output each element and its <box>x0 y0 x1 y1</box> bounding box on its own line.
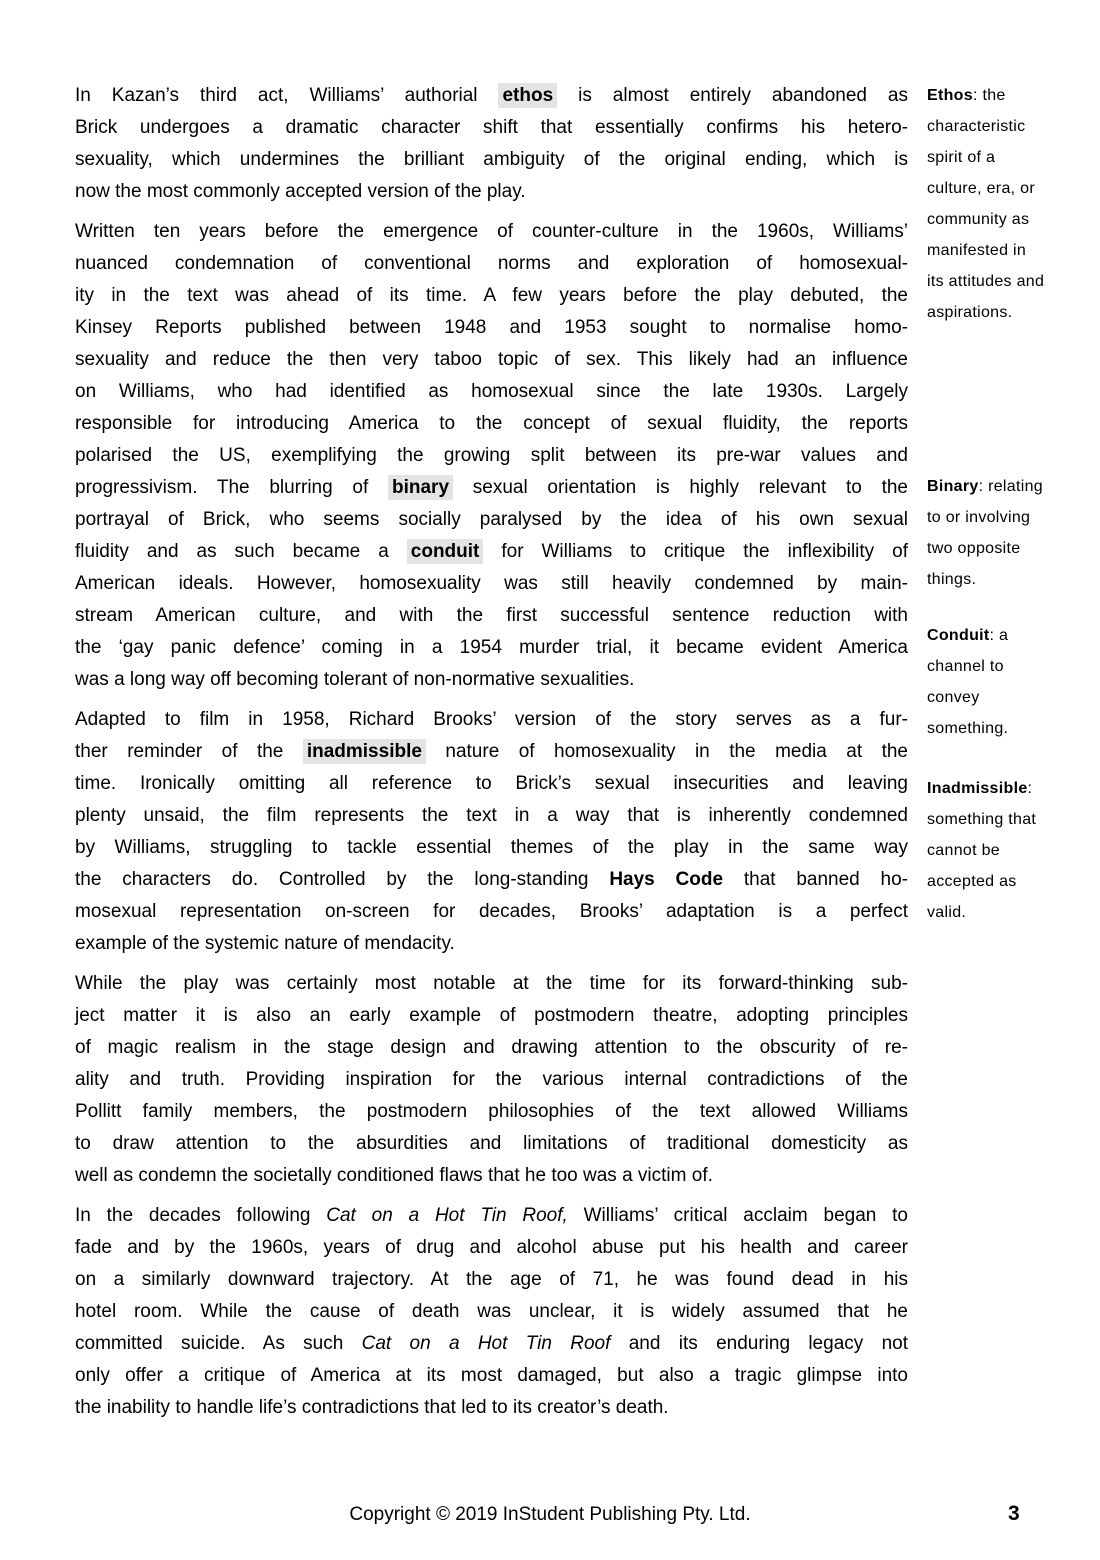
text-line: In Kazan’s third act, Williams’ authorial ethos is almost entirely abandoned as <box>75 85 909 106</box>
note-line: something. <box>927 720 1009 737</box>
text-line: the ‘gay panic defence’ coming in a 1954 murder trial, it became evident America <box>75 637 908 658</box>
text-line: sexuality and reduce the then very taboo topic of sex. This likely had an influence <box>75 349 908 370</box>
text-line: sexuality, which undermines the brilliant ambiguity of the original ending, which is <box>75 149 908 170</box>
note-line: convey <box>927 689 980 706</box>
note-line: culture, era, or <box>927 180 1035 197</box>
text-line: stream American culture, and with the first successful sentence reduction with <box>75 605 908 626</box>
note-line: cannot be <box>927 842 1000 859</box>
text-line: of magic realism in the stage design and drawing attention to the obscurity of re- <box>75 1037 908 1058</box>
note-line: Ethos: the <box>927 87 1006 104</box>
note-line: valid. <box>927 904 967 921</box>
italic-title: Cat on a Hot Tin Roof, <box>326 1205 568 1226</box>
bold-term: Hays Code <box>609 869 724 890</box>
text-line: on Williams, who had identified as homosexual since the late 1930s. Largely <box>75 381 908 402</box>
text-line: by Williams, struggling to tackle essential themes of the play in the same way <box>75 837 908 858</box>
text-line: ther reminder of the inadmissible nature of homosexuality in the media at the <box>75 741 909 762</box>
text-line: ity in the text was ahead of its time. A few years before the play debuted, the <box>75 285 908 306</box>
text-line: nuanced condemnation of conventional norms and exploration of homosexual- <box>75 253 908 274</box>
text-line: Written ten years before the emergence of counter-culture in the 1960s, Williams’ <box>75 221 908 242</box>
text-line: now the most commonly accepted version of the play. <box>75 181 526 202</box>
text-line: progressivism. The blurring of binary sexual orientation is highly relevant to the <box>75 477 908 498</box>
text-line: only offer a critique of America at its most damaged, but also a tragic glimpse into <box>75 1365 908 1386</box>
footer-copyright: Copyright © 2019 InStudent Publishing Pty. Ltd. <box>349 1504 751 1525</box>
text-line: ject matter it is also an early example of postmodern theatre, adopting principles <box>75 1005 908 1026</box>
text-line: Kinsey Reports published between 1948 and 1953 sought to normalise homo- <box>75 317 908 338</box>
paragraph <box>75 1200 908 1424</box>
text-line: was a long way off becoming tolerant of non-normative sexualities. <box>75 669 635 690</box>
paragraph <box>75 80 908 208</box>
text-line: Adapted to film in 1958, Richard Brooks’ version of the story serves as a fur- <box>75 709 908 730</box>
note-line: something that <box>927 811 1037 828</box>
paragraph <box>75 704 908 960</box>
text-line: In the decades following Cat on a Hot Tin Roof, Williams’ critical acclaim began to <box>75 1205 908 1226</box>
text-line: committed suicide. As such Cat on a Hot Tin Roof and its enduring legacy not <box>75 1333 908 1354</box>
text-line: mosexual representation on-screen for decades, Brooks’ adaptation is a perfect <box>75 901 908 922</box>
paragraph <box>75 968 908 1192</box>
note-line: two opposite <box>927 540 1021 557</box>
note-line: community as <box>927 211 1030 228</box>
text-line: Brick undergoes a dramatic character shift that essentially confirms his hetero- <box>75 117 908 138</box>
page-number: 3 <box>1008 1502 1020 1525</box>
text-line: fluidity and as such became a conduit for Williams to critique the inflexibility of <box>75 541 909 562</box>
highlighted-term: conduit <box>407 539 484 564</box>
text-line: portrayal of Brick, who seems socially paralysed by the idea of his own sexual <box>75 509 908 530</box>
margin-note-binary <box>927 471 1077 595</box>
note-line: characteristic <box>927 118 1026 135</box>
bold-term: Ethos <box>927 87 973 104</box>
bold-term: Binary <box>927 478 979 495</box>
highlighted-term: binary <box>388 475 453 500</box>
text-line: ality and truth. Providing inspiration for the various internal contradictions of the <box>75 1069 908 1090</box>
note-line: Conduit: a <box>927 627 1009 644</box>
note-line: Binary: relating <box>927 478 1043 495</box>
text-line: American ideals. However, homosexuality was still heavily condemned by main- <box>75 573 908 594</box>
highlighted-term: ethos <box>498 83 557 108</box>
text-line: plenty unsaid, the film represents the text in a way that is inherently condemned <box>75 805 908 826</box>
text-line: responsible for introducing America to the concept of sexual fluidity, the reports <box>75 413 908 434</box>
note-line: aspirations. <box>927 304 1013 321</box>
note-line: things. <box>927 571 977 588</box>
note-line: to or involving <box>927 509 1031 526</box>
paragraph <box>75 216 908 696</box>
text-line: Pollitt family members, the postmodern philosophies of the text allowed Williams <box>75 1101 908 1122</box>
text-line: the characters do. Controlled by the long-standing Hays Code that banned ho- <box>75 869 909 890</box>
note-line: Inadmissible: <box>927 780 1033 797</box>
note-line: manifested in <box>927 242 1027 259</box>
margin-note-conduit <box>927 620 1077 744</box>
note-line: accepted as <box>927 873 1017 890</box>
italic-title: Cat on a Hot Tin Roof <box>361 1333 611 1354</box>
text-line: While the play was certainly most notable at the time for its forward-thinking sub- <box>75 973 908 994</box>
margin-note-inadmissible <box>927 773 1077 928</box>
text-line: well as condemn the societally conditioned flaws that he too was a victim of. <box>75 1165 713 1186</box>
bold-term: Inadmissible <box>927 780 1028 797</box>
text-line: to draw attention to the absurdities and limitations of traditional domesticity as <box>75 1133 908 1154</box>
text-line: time. Ironically omitting all reference to Brick’s sexual insecurities and leaving <box>75 773 908 794</box>
text-line: example of the systemic nature of mendacity. <box>75 933 455 954</box>
text-line: polarised the US, exemplifying the growing split between its pre-war values and <box>75 445 908 466</box>
text-line: the inability to handle life’s contradictions that led to its creator’s death. <box>75 1397 669 1418</box>
text-line: fade and by the 1960s, years of drug and alcohol abuse put his health and career <box>75 1237 908 1258</box>
note-line: spirit of a <box>927 149 996 166</box>
bold-term: Conduit <box>927 627 990 644</box>
text-line: hotel room. While the cause of death was unclear, it is widely assumed that he <box>75 1301 908 1322</box>
body-text <box>75 80 908 1432</box>
note-line: channel to <box>927 658 1004 675</box>
text-line: on a similarly downward trajectory. At the age of 71, he was found dead in his <box>75 1269 908 1290</box>
margin-note-ethos <box>927 80 1077 328</box>
highlighted-term: inadmissible <box>303 739 426 764</box>
note-line: its attitudes and <box>927 273 1045 290</box>
